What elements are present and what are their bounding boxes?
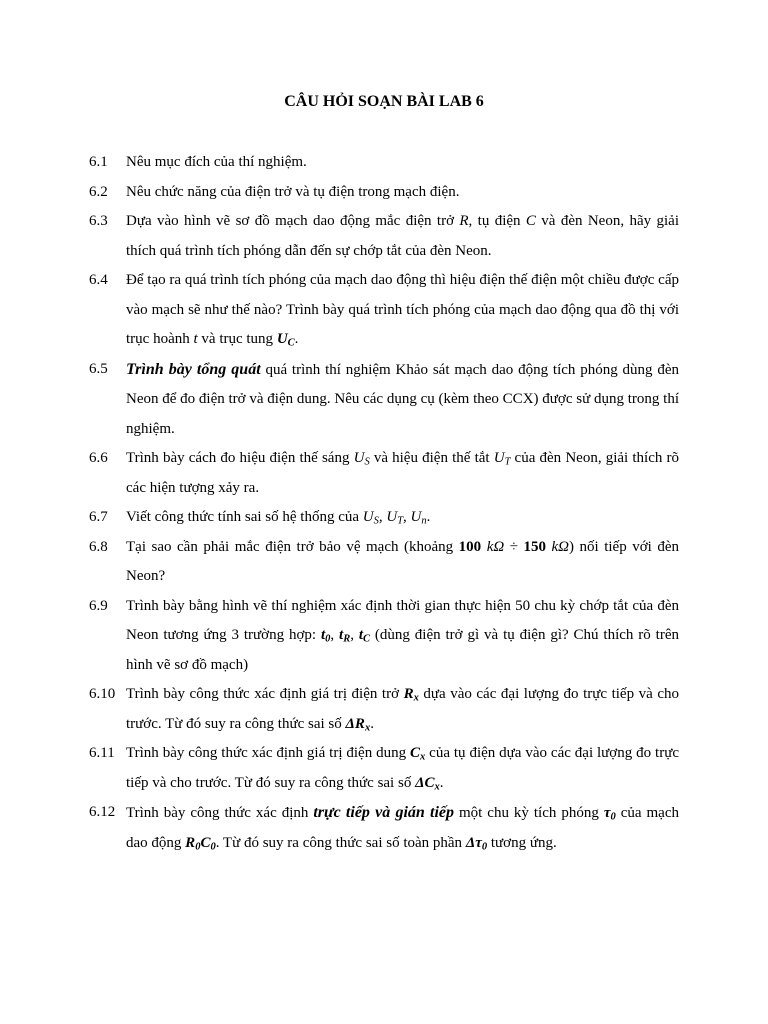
question-6-7 xyxy=(89,503,679,533)
math-cx: $C_x$ xyxy=(410,745,426,763)
question-6-10 xyxy=(89,680,679,739)
math-delta-cx: $\Delta C_x$ xyxy=(415,774,440,793)
question-number: 6.1 xyxy=(89,154,108,170)
question-list xyxy=(89,148,679,858)
math-r0c0: $R_0C_0$ xyxy=(185,834,216,853)
question-number: 6.10 xyxy=(89,686,116,702)
question-number: 6.3 xyxy=(89,213,108,229)
question-text: Tại sao cần phải mắc điện trở bảo vệ mạch (khoảng 100 kΩ ÷ 150 kΩ) nối tiếp với đèn Neon? xyxy=(126,538,679,584)
question-number: 6.5 xyxy=(89,360,108,377)
emphasis-text: Trình bày tổng quát xyxy=(126,360,261,378)
math-rx: $R_x$ xyxy=(403,686,419,704)
page-title: CÂU HỎI SOẠN BÀI LAB 6 xyxy=(284,93,484,110)
emphasis-text: trực tiếp và gián tiếp xyxy=(313,804,455,821)
question-6-6 xyxy=(89,444,679,503)
question-number: 6.2 xyxy=(89,183,108,200)
math-un: $U_n$ xyxy=(410,509,427,527)
question-text: Để tạo ra quá trình tích phóng của mạch dao động thì hiệu điện thế điện một chiều được cấp vào mạch sẽ như thế nào? Trình bày quá trình tích phóng của mạch dao động qua đồ thị với trục hoành t và trục tung $U_C$. xyxy=(126,272,679,349)
math-t: t xyxy=(193,331,198,347)
math-delta-tau0: $\Delta\tau_0$ xyxy=(465,834,488,853)
math-ut: $U_T$ xyxy=(493,450,511,468)
math-c: C xyxy=(525,213,536,229)
math-uc: $U_C$ xyxy=(276,331,295,349)
math-r: R xyxy=(459,213,469,229)
question-number: 6.4 xyxy=(89,272,108,288)
question-number: 6.6 xyxy=(89,450,108,466)
question-6-1 xyxy=(89,148,679,178)
question-number: 6.9 xyxy=(89,597,108,614)
question-number: 6.8 xyxy=(89,538,108,555)
question-6-5 xyxy=(89,355,679,445)
question-text: Trình bày cách đo hiệu điện thế sáng $U_S$ và hiệu điện thế tắt $U_T$ của đèn Neon, giải thích rõ các hiện tượng xảy ra. xyxy=(126,450,679,496)
question-6-9 xyxy=(89,592,679,681)
question-text: Nêu chức năng của điện trở và tụ điện trong mạch điện. xyxy=(126,183,460,200)
question-6-4 xyxy=(89,266,679,355)
question-text: Dựa vào hình vẽ sơ đồ mạch dao động mắc điện trở R, tụ điện C và đèn Neon, hãy giải thích quá trình tích phóng dẫn đến sự chớp tắt của đèn Neon. xyxy=(126,213,679,259)
question-text: Viết công thức tính sai số hệ thống của $U_S$, $U_T$, $U_n$. xyxy=(126,509,431,527)
math-us: $U_S$ xyxy=(362,509,379,527)
math-tau0: $\tau_0$ xyxy=(603,805,616,823)
question-6-12 xyxy=(89,798,679,858)
math-ut: $U_T$ xyxy=(386,509,404,527)
question-number: 6.7 xyxy=(89,509,108,525)
math-value: 100 xyxy=(458,538,482,555)
math-value: 150 xyxy=(523,538,546,555)
question-text: Trình bày tổng quát quá trình thí nghiệm Khảo sát mạch dao động tích phóng dùng đèn Neon để đo điện trở và điện dung. Nêu các dụng cụ (kèm theo CCX) được sử dụng trong thí nghiệm. xyxy=(126,360,680,437)
math-tr: $t_R$ xyxy=(339,627,351,645)
question-6-2 xyxy=(89,178,679,208)
question-6-8 xyxy=(89,533,679,592)
math-t0: $t_0$ xyxy=(320,627,331,645)
question-text: Trình bày công thức xác định giá trị điện dung $C_x$ của tụ điện dựa vào các đại lượng đo trực tiếp và cho trước. Từ đó suy ra công thức sai số $\Delta C_x$. xyxy=(126,745,679,793)
question-text: Trình bày bằng hình vẽ thí nghiệm xác định thời gian thực hiện 50 chu kỳ chớp tắt của đèn Neon tương ứng 3 trường hợp: $t_0$, $t_R$, $t_C$ (dùng điện trở gì và tụ điện gì? Chú thích rõ trên hình vẽ sơ đồ mạch) xyxy=(126,597,680,673)
math-tc: $t_C$ xyxy=(358,627,371,645)
question-text: Nêu mục đích của thí nghiệm. xyxy=(126,154,307,170)
question-number: 6.12 xyxy=(89,804,116,820)
question-text: Trình bày công thức xác định trực tiếp và gián tiếp một chu kỳ tích phóng $\tau_0$ của mạch dao động $R_0C_0$. Từ đó suy ra công thức sai số toàn phần $\Delta\tau_0$ tương ứng. xyxy=(126,804,679,853)
question-number: 6.11 xyxy=(89,745,115,761)
math-delta-rx: $\Delta R_x$ xyxy=(345,715,371,734)
math-us: $U_S$ xyxy=(353,450,370,468)
question-6-11 xyxy=(89,739,679,798)
question-6-3 xyxy=(89,207,679,266)
question-text: Trình bày công thức xác định giá trị điện trở $R_x$ dựa vào các đại lượng đo trực tiếp và cho trước. Từ đó suy ra công thức sai số $\Delta R_x$. xyxy=(126,686,679,734)
